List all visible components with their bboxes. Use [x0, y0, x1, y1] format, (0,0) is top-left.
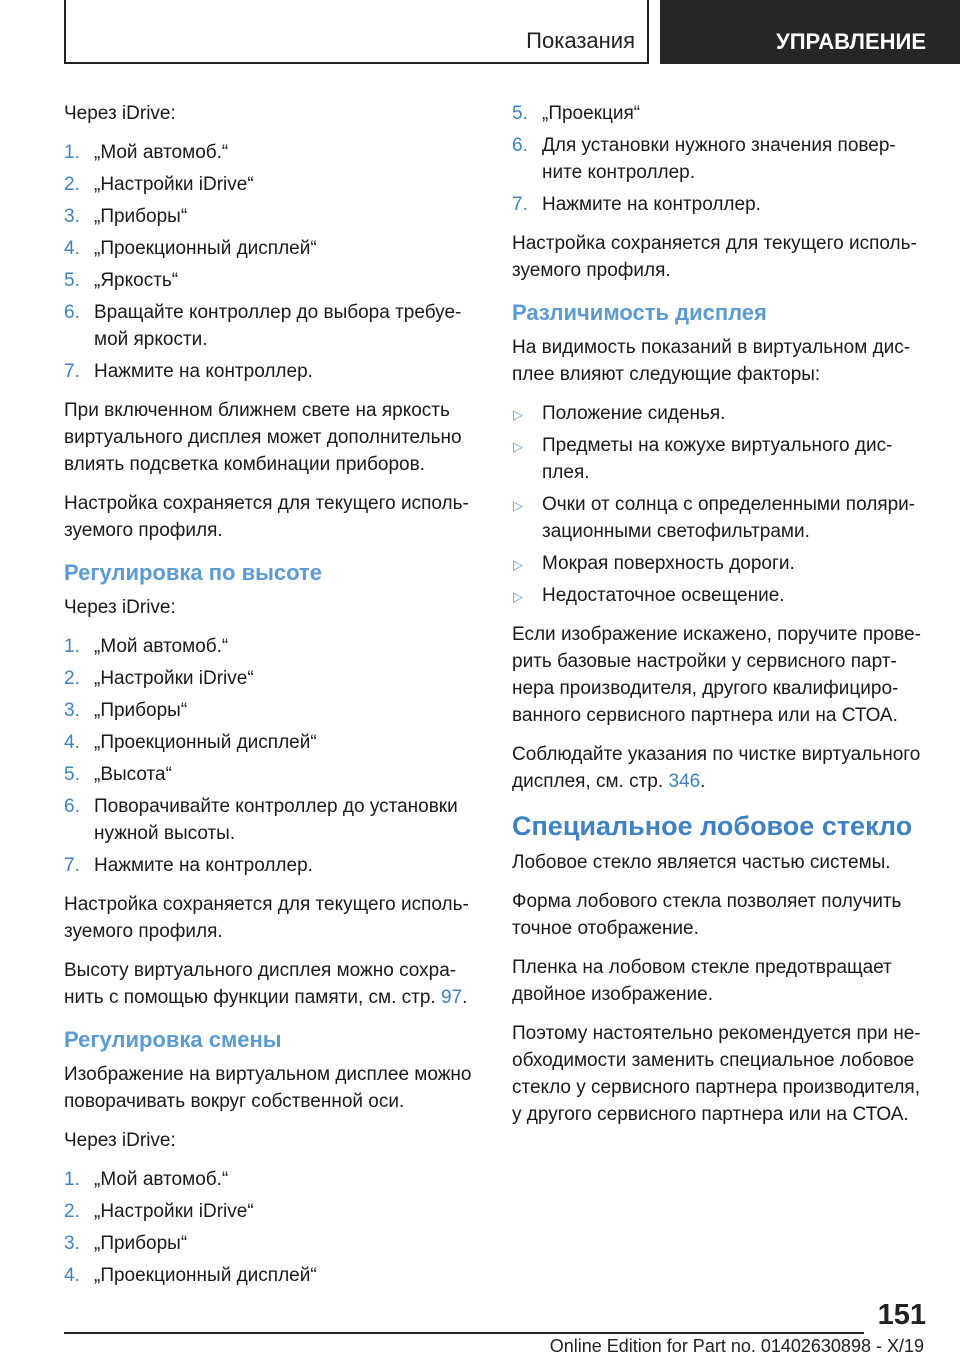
triangle-bullet-icon: ▷	[513, 439, 523, 454]
list-item	[64, 697, 479, 724]
bullet-text: Положение сиденья.	[542, 403, 726, 424]
page-link-346[interactable]: 346	[668, 771, 701, 792]
step-number: 2.	[64, 174, 80, 195]
list-item	[64, 299, 479, 353]
step-number: 6.	[512, 135, 528, 156]
paragraph: При включенном ближнем свете на яркость виртуального дисплея может дополнительно влиять подсветка комбинации приборов.	[64, 400, 462, 475]
step-text: „Мой автомоб.“	[94, 142, 229, 163]
step-number: 3.	[64, 206, 80, 227]
bullet-text: Предметы на кожухе виртуального дис-плея.	[542, 435, 893, 483]
step-text: „Приборы“	[94, 206, 188, 227]
list-item	[64, 729, 479, 756]
step-number: 4.	[64, 1265, 80, 1286]
paragraph-end: .	[462, 987, 468, 1008]
step-text: Поворачивайте контроллер до установки нужной высоты.	[94, 796, 458, 844]
step-text: Вращайте контроллер до выбора требуе-мой яркости.	[94, 302, 462, 350]
step-text: „Проекция“	[542, 103, 641, 124]
step-number: 6.	[64, 796, 80, 817]
list-item	[512, 491, 927, 545]
list-item	[64, 1166, 479, 1193]
step-number: 1.	[64, 1169, 80, 1190]
list-item	[512, 191, 927, 218]
paragraph: На видимость показаний в виртуальном дис-плее влияют следующие факторы:	[512, 337, 911, 385]
step-number: 7.	[512, 194, 528, 215]
paragraph: Пленка на лобовом стекле предотвращает двойное изображение.	[512, 957, 892, 1005]
list-item	[64, 852, 479, 879]
step-number: 7.	[64, 361, 80, 382]
right-column	[512, 100, 927, 1140]
step-number: 2.	[64, 1201, 80, 1222]
step-number: 2.	[64, 668, 80, 689]
intro-idrive: Через iDrive:	[64, 103, 176, 124]
steps-rotation	[64, 1166, 479, 1289]
step-text: „Яркость“	[94, 270, 179, 291]
page-number: 151	[877, 1299, 926, 1331]
paragraph-cleaning	[512, 741, 927, 795]
intro-idrive: Через iDrive:	[64, 1130, 176, 1151]
list-item	[512, 432, 927, 486]
step-text: Для установки нужного значения повер-ните контроллер.	[542, 135, 896, 183]
paragraph-end: .	[700, 771, 706, 792]
heading-rotation-adjustment: Регулировка смены	[64, 1027, 282, 1052]
list-item	[512, 400, 927, 427]
triangle-bullet-icon: ▷	[513, 589, 523, 604]
step-text: „Настройки iDrive“	[94, 174, 254, 195]
heading-display-visibility: Различимость дисплея	[512, 300, 767, 325]
heading-special-windshield: Специальное лобовое стекло	[512, 811, 913, 841]
list-item	[64, 633, 479, 660]
list-item	[64, 1262, 479, 1289]
list-item	[512, 550, 927, 577]
footer-divider	[64, 1332, 864, 1334]
heading-height-adjustment: Регулировка по высоте	[64, 560, 323, 585]
step-number: 6.	[64, 302, 80, 323]
step-text: „Мой автомоб.“	[94, 636, 229, 657]
visibility-factors	[512, 400, 927, 609]
list-item	[64, 139, 479, 166]
intro-idrive: Через iDrive:	[64, 597, 176, 618]
step-number: 3.	[64, 700, 80, 721]
list-item	[64, 761, 479, 788]
bullet-text: Мокрая поверхность дороги.	[542, 553, 795, 574]
step-text: „Приборы“	[94, 700, 188, 721]
left-column	[64, 100, 479, 1301]
bullet-text: Недостаточное освещение.	[542, 585, 785, 606]
step-number: 1.	[64, 142, 80, 163]
list-item	[64, 793, 479, 847]
list-item	[512, 100, 927, 127]
steps-rotation-continued	[512, 100, 927, 218]
footer-edition: Online Edition for Part no. 01402630898 - X/19	[549, 1336, 924, 1356]
paragraph-memory	[64, 957, 479, 1011]
list-item	[64, 358, 479, 385]
step-number: 4.	[64, 732, 80, 753]
paragraph-text: Высоту виртуального дисплея можно сохра-нить с помощью функции памяти, см. стр.	[64, 960, 457, 1008]
paragraph: Лобовое стекло является частью системы.	[512, 852, 891, 873]
step-text: „Приборы“	[94, 1233, 188, 1254]
step-number: 4.	[64, 238, 80, 259]
paragraph: Настройка сохраняется для текущего исполь-зуемого профиля.	[512, 233, 917, 281]
paragraph: Поэтому настоятельно рекомендуется при не-обходимости заменить специальное лобовое стекло у сервисного партнера производителя, у другого сервисного партнера или на СТОА.	[512, 1023, 921, 1125]
list-item	[64, 1230, 479, 1257]
paragraph: Изображение на виртуальном дисплее можно поворачивать вокруг собственной оси.	[64, 1064, 472, 1112]
paragraph: Форма лобового стекла позволяет получить точное отображение.	[512, 891, 902, 939]
list-item	[512, 582, 927, 609]
paragraph: Если изображение искажено, поручите прове-рить базовые настройки у сервисного парт-нера производителя, другого квалифициро-ванного сервисного партнера или на СТОА.	[512, 624, 921, 726]
step-text: „Настройки iDrive“	[94, 668, 254, 689]
step-text: „Проекционный дисплей“	[94, 732, 317, 753]
step-text: „Проекционный дисплей“	[94, 238, 317, 259]
step-number: 7.	[64, 855, 80, 876]
paragraph: Настройка сохраняется для текущего исполь-зуемого профиля.	[64, 493, 469, 541]
list-item	[512, 132, 927, 186]
step-number: 5.	[512, 103, 528, 124]
step-number: 3.	[64, 1233, 80, 1254]
step-text: Нажмите на контроллер.	[542, 194, 761, 215]
step-text: Нажмите на контроллер.	[94, 361, 313, 382]
header-section-title: Показания	[526, 28, 635, 53]
header-chapter-title: УПРАВЛЕНИЕ	[660, 0, 960, 64]
step-number: 1.	[64, 636, 80, 657]
list-item	[64, 203, 479, 230]
header-section-box	[64, 0, 649, 64]
step-text: „Высота“	[94, 764, 172, 785]
list-item	[64, 1198, 479, 1225]
list-item	[64, 665, 479, 692]
triangle-bullet-icon: ▷	[513, 557, 523, 572]
step-number: 5.	[64, 764, 80, 785]
triangle-bullet-icon: ▷	[513, 498, 523, 513]
paragraph: Настройка сохраняется для текущего исполь-зуемого профиля.	[64, 894, 469, 942]
bullet-text: Очки от солнца с определенными поляри-зационными светофильтрами.	[542, 494, 916, 542]
list-item	[64, 171, 479, 198]
step-text: „Проекционный дисплей“	[94, 1265, 317, 1286]
triangle-bullet-icon: ▷	[513, 407, 523, 422]
paragraph-text: Соблюдайте указания по чистке виртуального дисплея, см. стр.	[512, 744, 921, 792]
steps-height	[64, 633, 479, 879]
step-text: Нажмите на контроллер.	[94, 855, 313, 876]
steps-brightness	[64, 139, 479, 385]
step-text: „Настройки iDrive“	[94, 1201, 254, 1222]
page-link-97[interactable]: 97	[440, 987, 463, 1008]
step-text: „Мой автомоб.“	[94, 1169, 229, 1190]
list-item	[64, 235, 479, 262]
list-item	[64, 267, 479, 294]
step-number: 5.	[64, 270, 80, 291]
